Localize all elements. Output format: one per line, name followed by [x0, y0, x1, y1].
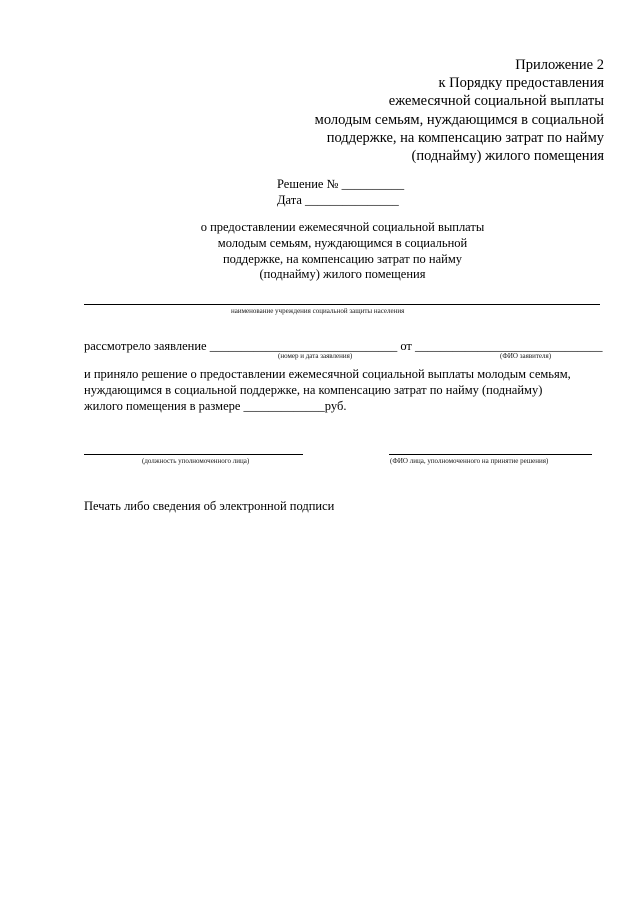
- appendix-header: [315, 56, 604, 165]
- appendix-line: к Порядку предоставления: [438, 75, 604, 92]
- subject-line: о предоставлении ежемесячной социальной выплаты: [200, 220, 485, 234]
- applicant-caption: (ФИО заявителя): [500, 352, 552, 360]
- decision-header: [277, 176, 404, 208]
- institution-caption: наименование учреждения социальной защиты населения: [231, 307, 405, 315]
- appendix-line: поддержке, на компенсацию затрат по найму: [326, 129, 604, 146]
- appendix-line: ежемесячной социальной выплаты: [388, 93, 604, 110]
- name-caption: (ФИО лица, уполномоченного на принятие решения): [390, 457, 549, 465]
- name-signature-rule: [389, 454, 592, 455]
- position-signature-rule: [84, 454, 303, 455]
- decision-body-line: жилого помещения в размере _____________руб.: [84, 399, 347, 413]
- application-caption: (номер и дата заявления): [278, 352, 353, 360]
- subject-line: (поднайму) жилого помещения: [259, 267, 426, 282]
- decision-subject: [150, 220, 535, 283]
- appendix-line: (поднайму) жилого помещения: [411, 148, 604, 165]
- position-caption: (должность уполномоченного лица): [142, 457, 250, 465]
- considered-line: рассмотрело заявление ______________________________ от ______________________________: [84, 339, 603, 353]
- decision-body-line: нуждающимся в социальной поддержке, на компенсацию затрат по найму (поднайму): [84, 383, 543, 397]
- seal-note: Печать либо сведения об электронной подписи: [84, 499, 335, 513]
- institution-rule: [84, 304, 600, 305]
- decision-number-line: Решение № __________: [277, 177, 405, 191]
- appendix-line: молодым семьям, нуждающимся в социальной: [314, 111, 604, 128]
- decision-date-line: Дата _______________: [277, 193, 399, 207]
- decision-body-line: и приняло решение о предоставлении ежемесячной социальной выплаты молодым семьям,: [84, 367, 571, 381]
- appendix-line: Приложение 2: [515, 57, 604, 73]
- subject-line: поддержке, на компенсацию затрат по найму: [222, 251, 463, 266]
- subject-line: молодым семьям, нуждающимся в социальной: [217, 235, 468, 250]
